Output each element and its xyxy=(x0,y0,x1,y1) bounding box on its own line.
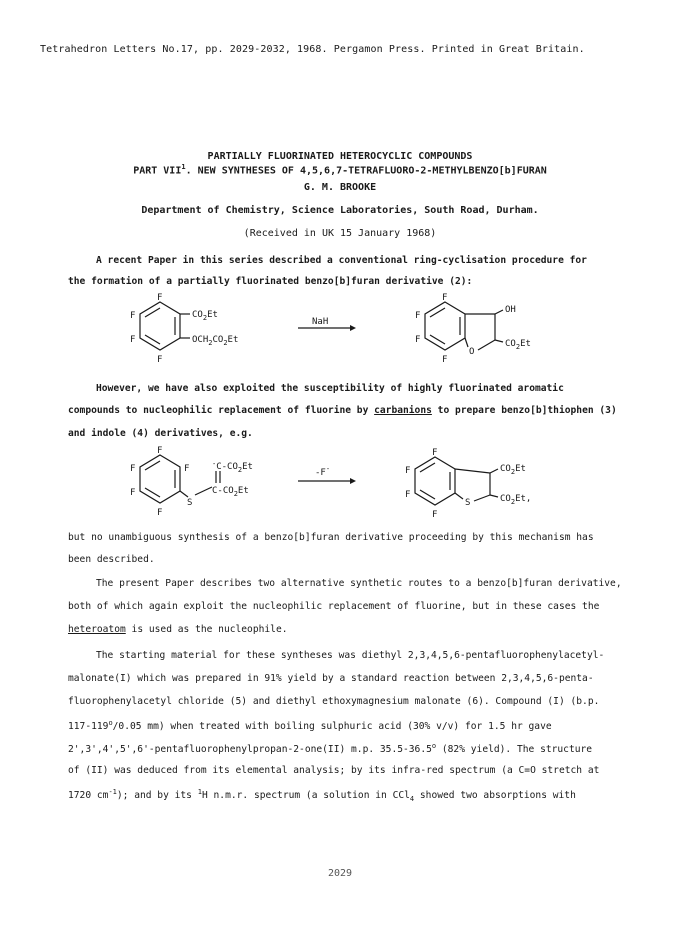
svg-text:F: F xyxy=(157,355,163,365)
svg-text:F: F xyxy=(405,490,411,500)
svg-text:F: F xyxy=(405,466,411,476)
svg-text:O: O xyxy=(469,347,475,357)
page-number: 2029 xyxy=(327,868,353,879)
para2-line2: compounds to nucleophilic replacement of fluorine by carbanions to prepare benzo[b]thiophen (3) xyxy=(68,405,617,416)
svg-text:F: F xyxy=(415,311,421,321)
para5-line2: malonate(I) which was prepared in 91% yield by a standard reaction between 2,3,4,5,6-penta- xyxy=(68,673,594,684)
para3-line1: but no unambiguous synthesis of a benzo[b]furan derivative proceeding by this mechanism has xyxy=(68,532,594,543)
svg-text:F: F xyxy=(130,464,136,474)
svg-text:S: S xyxy=(187,498,193,508)
para4-line1: The present Paper describes two alternative synthetic routes to a benzo[b]furan derivative, xyxy=(96,578,622,589)
para5-line4: 117-119$^o$/0.05 mm) when treated with boiling sulphuric acid (30% v/v) for 1.5 hr gave xyxy=(68,719,552,733)
reaction-scheme-1 xyxy=(100,292,580,372)
title-line-1: PARTIALLY FLUORINATED HETEROCYCLIC COMPOUNDS xyxy=(207,151,473,162)
svg-text:F: F xyxy=(130,311,136,321)
title-line-2: PART VII$^1$. NEW SYNTHESES OF 4,5,6,7-TETRAFLUORO-2-METHYLBENZO[b]FURAN xyxy=(133,163,547,177)
para4-line2: both of which again exploit the nucleophilic replacement of fluorine, but in these cases the xyxy=(68,601,600,612)
svg-text:F: F xyxy=(415,335,421,345)
reagent-label: NaH xyxy=(312,317,329,327)
para5-line7: 1720 $cm^{-1}$); and by its $^1$H n.m.r. spectrum (a solution in CCl$_4$ showed two absorptions with xyxy=(68,788,576,804)
svg-text:F: F xyxy=(442,355,448,365)
reaction-arrow-2 xyxy=(298,465,356,484)
svg-text:CO2Et: $CO_2Et$ xyxy=(500,464,526,476)
svg-text:F: F xyxy=(157,293,163,303)
reagent-label-2: -F- xyxy=(315,465,331,478)
product-structure xyxy=(415,293,531,365)
svg-text:OH: OH xyxy=(505,305,516,315)
svg-text:CO2Et: $CO_2Et$ xyxy=(505,339,531,351)
svg-text:S: S xyxy=(465,498,471,508)
svg-text:OCH2CO2Et: $OCH_2CO_2Et$ xyxy=(192,335,239,347)
svg-text:F: F xyxy=(432,448,438,458)
reactant-structure xyxy=(130,293,238,365)
journal-header: Tetrahedron Letters No.17, pp. 2029-2032, 1968. Pergamon Press. Printed in Great Britain. xyxy=(40,44,585,55)
para2-line1: However, we have also exploited the susceptibility of highly fluorinated aromatic xyxy=(96,383,564,394)
svg-text:F: F xyxy=(130,488,136,498)
svg-text:F: F xyxy=(130,335,136,345)
para5-line3: fluorophenylacetyl chloride (5) and diethyl ethoxymagnesium malonate (6). Compound (I) (b.p. xyxy=(68,696,600,707)
reaction-scheme-2 xyxy=(100,443,580,525)
product-structure-2 xyxy=(405,448,531,520)
svg-text:F: F xyxy=(157,446,163,456)
para5-line5: 2',3',4',5',6'-pentafluorophenylpropan-2-one(II) m.p. 35.5-36.5$^o$ (82% yield). The structure xyxy=(68,742,593,756)
author: G. M. BROOKE xyxy=(303,182,377,193)
para4-line3: heteroatom is used as the nucleophile. xyxy=(68,624,288,635)
para1-line2: the formation of a partially fluorinated benzo[b]furan derivative (2): xyxy=(68,276,473,287)
reactant-structure-2 xyxy=(130,446,253,518)
svg-text:F: F xyxy=(432,510,438,520)
affiliation: Department of Chemistry, Science Laboratories, South Road, Durham. xyxy=(141,205,539,216)
para1-line1: A recent Paper in this series described a conventional ring-cyclisation procedure for xyxy=(96,255,587,266)
footnote-marker: 1 xyxy=(181,163,186,171)
para3-line2: been described. xyxy=(68,554,155,565)
svg-text:F: F xyxy=(442,293,448,303)
reaction-arrow xyxy=(298,317,356,331)
para2-line3: and indole (4) derivatives, e.g. xyxy=(68,428,253,439)
svg-text:-C-CO2Et: $^-C-CO_2Et$ xyxy=(212,460,253,474)
svg-text:CO2Et: $CO_2Et$ xyxy=(192,310,218,322)
svg-text:F: F xyxy=(157,508,163,518)
para5-line6: of (II) was deduced from its elemental analysis; by its infra-red spectrum (a C=O stretch at xyxy=(68,765,600,776)
svg-text:CO2Et,: $CO_2Et$, xyxy=(500,494,532,506)
para5-line1: The starting material for these syntheses was diethyl 2,3,4,5,6-pentafluorophenylacetyl- xyxy=(96,650,605,661)
svg-text:C-CO2Et: $C-CO_2Et$ xyxy=(212,486,249,498)
received-date: (Received in UK 15 January 1968) xyxy=(243,228,437,239)
svg-text:F: F xyxy=(184,464,190,474)
